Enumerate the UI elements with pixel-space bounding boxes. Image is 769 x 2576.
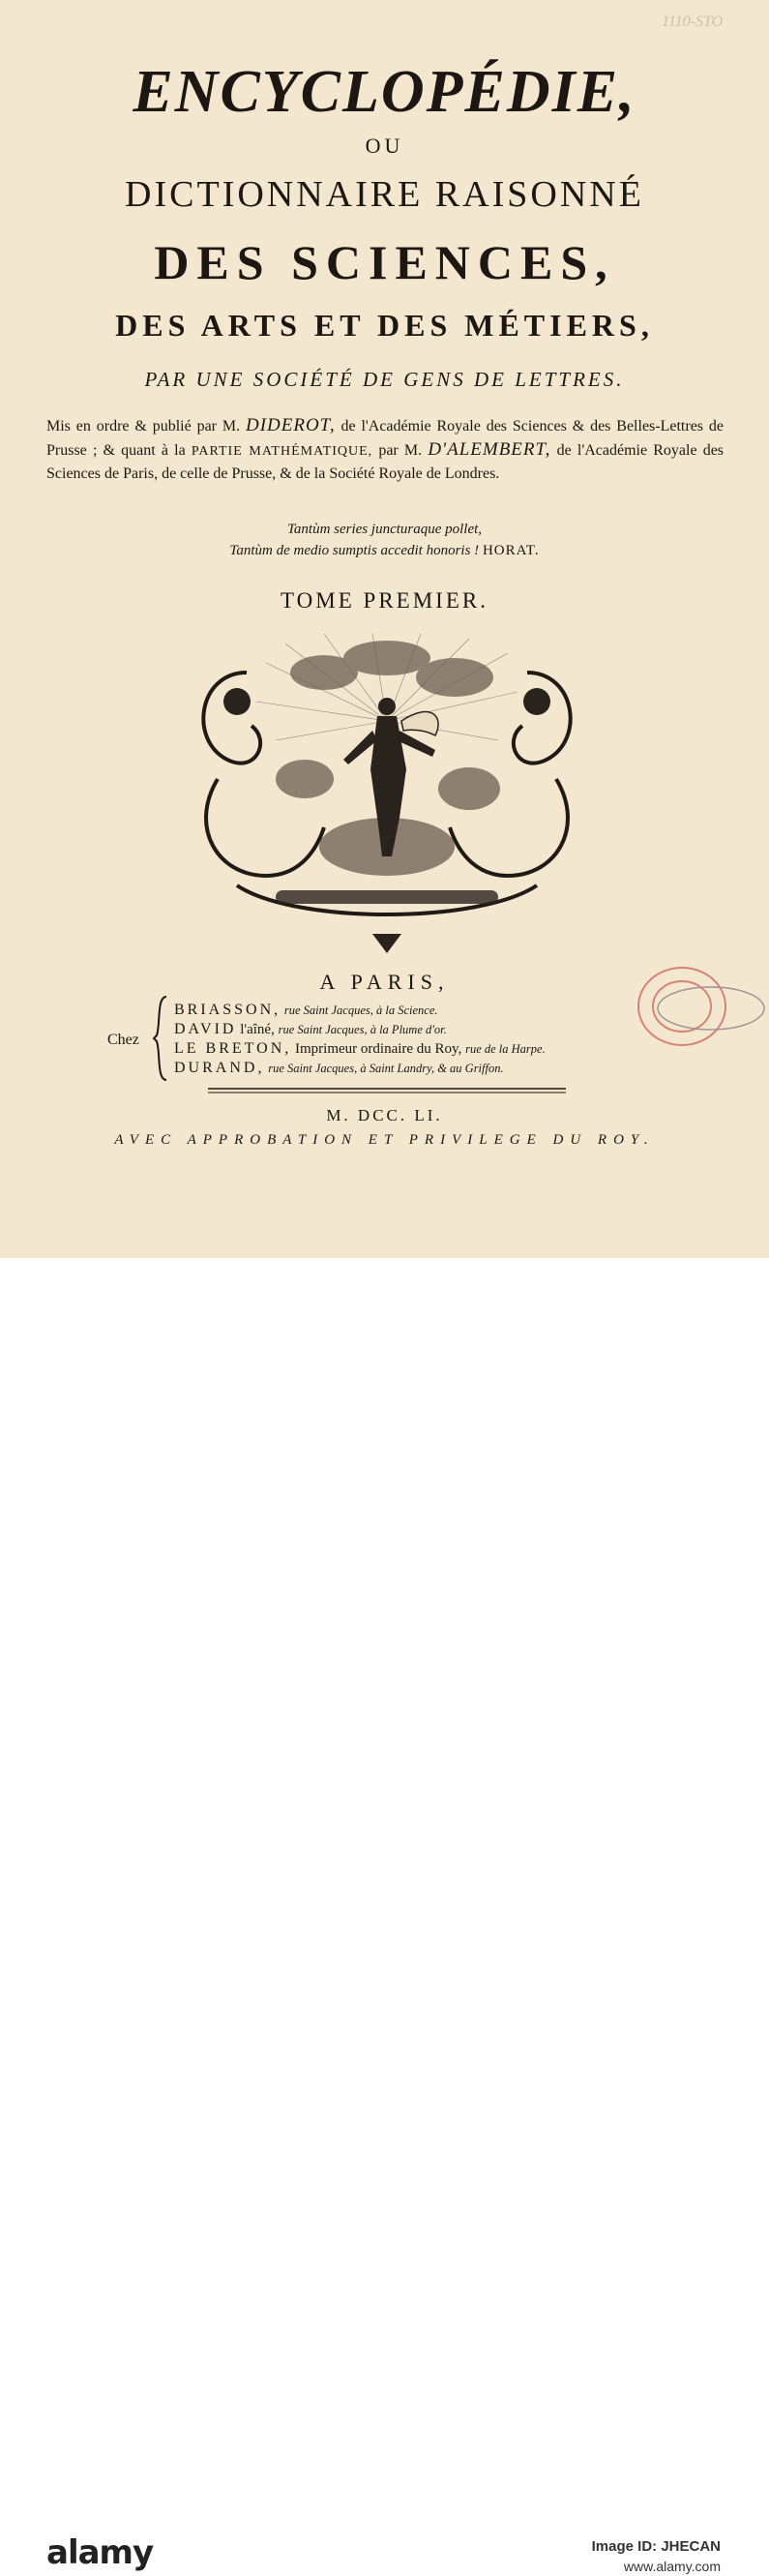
printer-address: rue Saint Jacques, à la Plume d'or. bbox=[278, 1023, 447, 1036]
main-title: ENCYCLOPÉDIE, bbox=[133, 59, 636, 125]
printer-name: LE BRETON, bbox=[174, 1040, 292, 1057]
body-part-2: de l'Académie Royale des Sciences & des Belles-Lettres de Prusse ; & quant à la bbox=[46, 418, 724, 459]
printer-name: DURAND, bbox=[174, 1060, 265, 1076]
approbation-line: AVEC APPROBATION ET PRIVILEGE DU ROY. bbox=[114, 1132, 655, 1148]
alembert-name: D'ALEMBERT, bbox=[428, 438, 551, 460]
epigraph-line-2: Tantùm de medio sumptis accedit honoris ! bbox=[229, 543, 480, 558]
library-stamp-icon bbox=[634, 958, 769, 1060]
image-id-block bbox=[592, 2537, 721, 2576]
body-part-4: de l'Académie Royale des Sciences de Paris, de celle de Prusse, & de la Société Royale de Londres. bbox=[46, 441, 725, 482]
site-url[interactable]: www.alamy.com bbox=[623, 2559, 721, 2574]
partie-mathematique: PARTIE MATHÉMATIQUE, bbox=[191, 443, 373, 459]
epigraph-author: HORAT. bbox=[482, 543, 540, 558]
stock-footer bbox=[0, 1258, 769, 2574]
printer-line bbox=[174, 1059, 546, 1078]
tome-label: TOME PREMIER. bbox=[281, 588, 488, 613]
engraved-vignette bbox=[179, 634, 595, 958]
epigraph bbox=[0, 519, 769, 561]
printer-name: BRIASSON, bbox=[174, 1002, 281, 1018]
printer-address: rue Saint Jacques, à Saint Landry, & au Griffon. bbox=[268, 1062, 504, 1075]
title-ou: OU bbox=[365, 134, 404, 158]
printer-line bbox=[174, 1001, 546, 1020]
brace-icon bbox=[153, 995, 168, 1082]
body-part-1: Mis en ordre & publié par M. bbox=[46, 418, 241, 434]
epigraph-line-1: Tantùm series juncturaque pollet, bbox=[286, 522, 483, 537]
imprint-city: A PARIS, bbox=[319, 970, 450, 994]
subtitle-societe: PAR UNE SOCIÉTÉ DE GENS DE LETTRES. bbox=[144, 368, 625, 391]
subtitle-sciences: DES SCIENCES, bbox=[154, 235, 615, 289]
image-id: Image ID: JHECAN bbox=[591, 2538, 721, 2555]
subtitle-arts-metiers: DES ARTS ET DES MÉTIERS, bbox=[115, 308, 654, 343]
printer-line bbox=[174, 1039, 546, 1059]
subtitle-dictionnaire: DICTIONNAIRE RAISONNÉ bbox=[125, 174, 644, 215]
editors-paragraph bbox=[46, 414, 724, 486]
printer-name: DAVID bbox=[174, 1021, 237, 1037]
printer-address: rue Saint Jacques, à la Science. bbox=[283, 1003, 438, 1017]
printer-line bbox=[174, 1020, 546, 1039]
chez-label: Chez bbox=[107, 1032, 139, 1048]
publication-date: M. DCC. LI. bbox=[326, 1106, 443, 1124]
body-part-3: par M. bbox=[378, 441, 423, 459]
printer-rest: Imprimeur ordinaire du Roy, bbox=[295, 1041, 462, 1057]
diderot-name: DIDEROT, bbox=[245, 415, 336, 435]
printer-address: rue de la Harpe. bbox=[465, 1042, 546, 1056]
title-page bbox=[0, 0, 769, 1258]
brand-logo: alamy bbox=[46, 2533, 154, 2572]
double-rule-divider bbox=[208, 1087, 566, 1094]
printer-rest: l'aîné, bbox=[240, 1022, 275, 1037]
shelfmark: 1110-STO bbox=[662, 14, 724, 30]
printers-list bbox=[174, 1001, 546, 1078]
